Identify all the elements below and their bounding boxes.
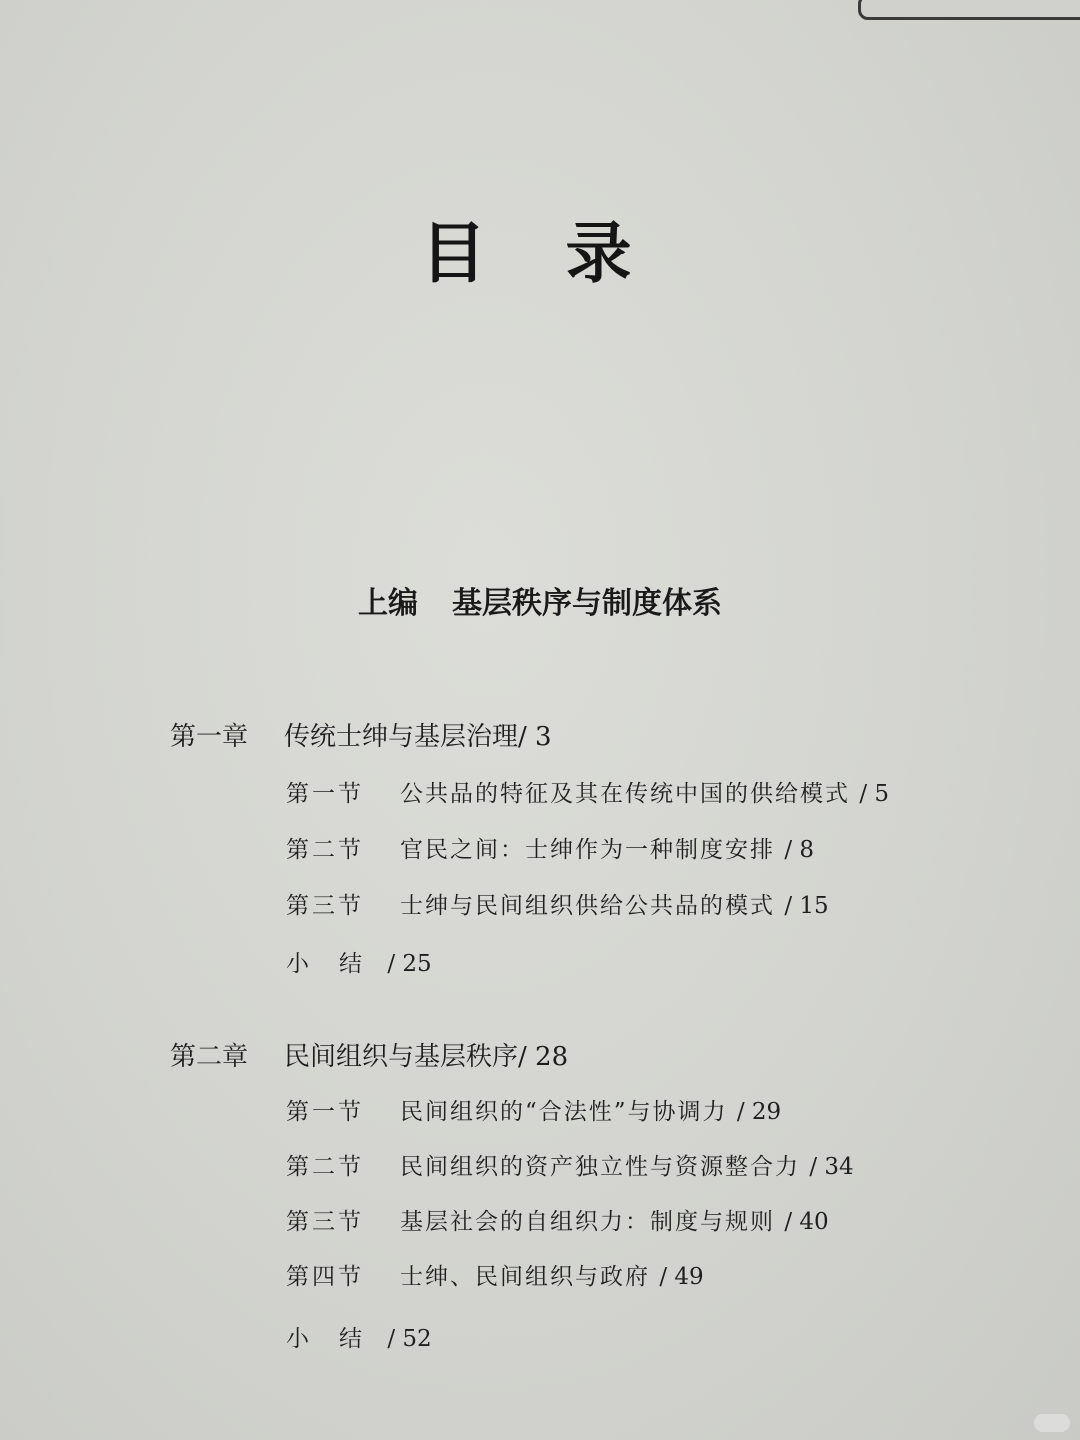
section-title: 官民之间：士绅作为一种制度安排	[400, 837, 775, 863]
summary-1[interactable]	[286, 945, 432, 978]
chapter-1[interactable]	[170, 716, 552, 753]
watermark-badge	[1034, 1414, 1070, 1432]
chapter-label: 第二章	[170, 1042, 249, 1072]
section-1-3[interactable]	[286, 887, 829, 920]
section-label: 第二节	[286, 1154, 364, 1180]
part-label: 上编	[358, 586, 418, 621]
section-page-number: / 34	[809, 1154, 854, 1180]
section-2-4[interactable]	[286, 1258, 704, 1291]
section-page-number: / 8	[784, 837, 815, 863]
section-label: 第四节	[286, 1264, 364, 1290]
section-label: 第二节	[286, 837, 364, 863]
section-1-2[interactable]	[286, 831, 814, 864]
section-label: 第三节	[286, 1209, 364, 1235]
section-page-number: / 15	[784, 893, 829, 919]
section-title: 公共品的特征及其在传统中国的供给模式	[400, 781, 850, 807]
chapter-title: 传统士绅与基层治理	[284, 722, 519, 752]
section-title: 民间组织的“合法性”与协调力	[400, 1099, 728, 1125]
page-title: 目 录	[420, 214, 660, 292]
section-label: 第一节	[286, 781, 364, 807]
chapter-title: 民间组织与基层秩序	[284, 1042, 519, 1072]
summary-2[interactable]	[286, 1320, 432, 1353]
section-2-1[interactable]	[286, 1093, 781, 1126]
summary-page-number: / 25	[387, 951, 432, 977]
summary-label: 小结	[286, 951, 392, 977]
section-label: 第一节	[286, 1099, 364, 1125]
section-label: 第三节	[286, 893, 364, 919]
section-title: 士绅与民间组织供给公共品的模式	[400, 893, 775, 919]
section-2-2[interactable]	[286, 1148, 854, 1181]
summary-page-number: / 52	[387, 1326, 432, 1352]
section-title: 基层社会的自组织力：制度与规则	[400, 1209, 775, 1235]
section-page-number: / 29	[736, 1099, 782, 1125]
section-2-3[interactable]	[286, 1203, 829, 1236]
summary-label: 小结	[286, 1326, 392, 1352]
section-page-number: / 40	[784, 1209, 829, 1235]
section-1-1[interactable]	[286, 775, 889, 808]
chapter-2[interactable]	[170, 1036, 568, 1073]
bookmark-tab-edge	[858, 0, 1080, 20]
section-page-number: / 49	[659, 1264, 704, 1290]
section-page-number: / 5	[859, 781, 890, 807]
chapter-page-number: / 28	[518, 1042, 569, 1072]
part-title: 基层秩序与制度体系	[452, 586, 722, 621]
part-heading	[0, 578, 1080, 622]
section-title: 士绅、民间组织与政府	[400, 1264, 650, 1290]
chapter-label: 第一章	[170, 722, 249, 752]
section-title: 民间组织的资产独立性与资源整合力	[400, 1154, 800, 1180]
chapter-page-number: / 3	[518, 722, 552, 752]
